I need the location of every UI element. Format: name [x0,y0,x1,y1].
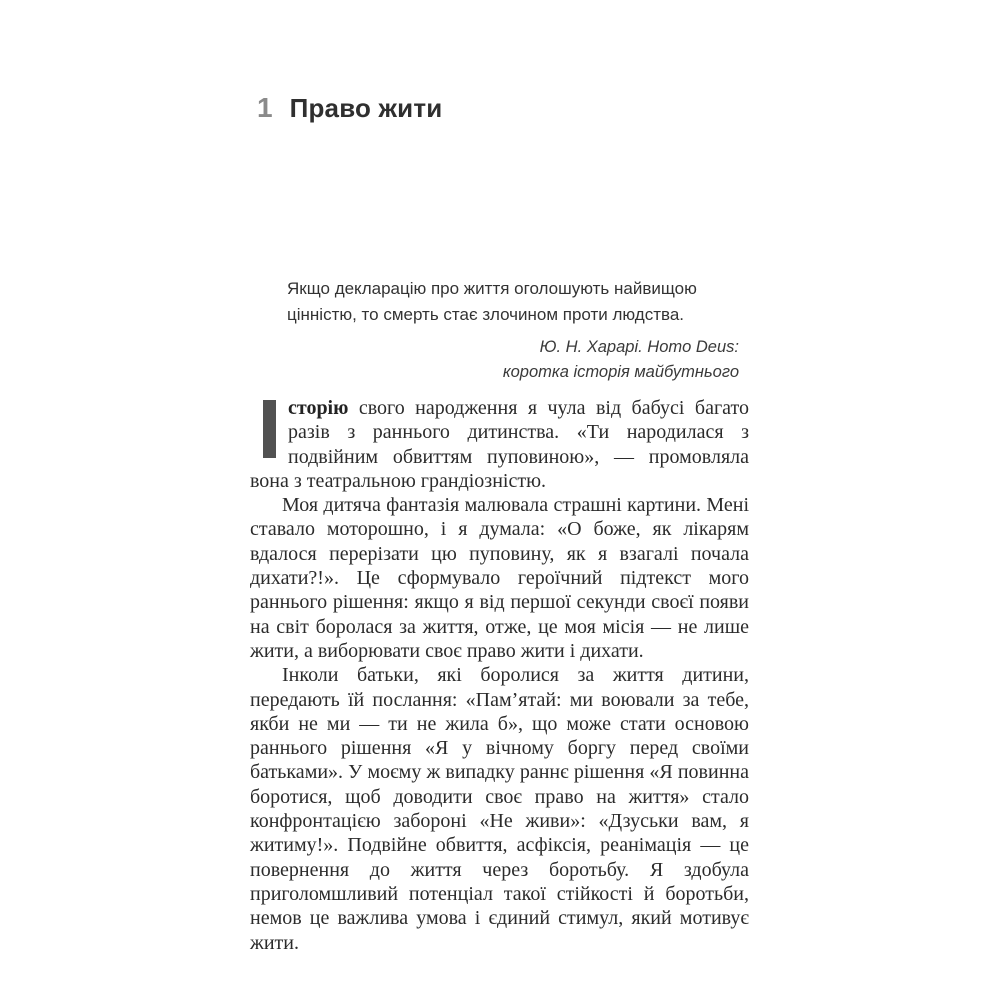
paragraph-2: Моя дитяча фантазія малювала страшні картини. Мені ставало моторошно, і я думала: «О боже, як лікарям вдалося перерізати цю пуповину, як я взагалі почала дихати?!». Це сформувало героїчний підтекст мого раннього рішення: якщо я від першої секунди своєї появи на світ боролася за життя, отже, це моя місія — не лише жити, а виборювати своє право жити і дихати. [250,494,749,662]
epigraph-attribution-line2: коротка історія майбутнього [502,363,739,381]
paragraph-1-text: свого народження я чула від бабусі багато разів з раннього дитинства. «Ти народилася з подвійним обвиттям пуповиною», — промовляла вона з театральною грандіозністю. [250,397,749,492]
drop-cap-letter [263,400,276,458]
paragraph-1 [250,396,749,493]
chapter-title: Право жити [289,93,443,123]
epigraph-attribution [287,335,739,385]
epigraph-text: Якщо декларацію про життя оголошують найвищою цінністю, то смерть стає злочином проти людства. [287,279,697,324]
paragraph-1-lead-word: сторію [288,397,349,419]
epigraph [287,276,739,385]
chapter-body [250,396,749,955]
chapter-heading [257,92,443,124]
epigraph-attribution-line1: Ю. Н. Харарі. Homo Deus: [539,338,739,356]
paragraph-3: Інколи батьки, які боролися за життя дитини, передають їй послання: «Пам’ятай: ми воювали за тебе, якби не ми — ти не жила б», що може стати основою раннього рішення «Я у вічному боргу перед своїми батьками». У моєму ж випадку раннє рішення «Я повинна боротися, щоб доводити своє право на життя» стало конфронтацією забороні «Не живи»: «Дзуськи вам, я житиму!». Подвійне обвиття, асфіксія, реанімація — це повернення до життя через боротьбу. Я здобула приголомшливий потенціал такої стійкості й боротьби, немов це важлива умова і єдиний стимул, який мотивує жити. [250,664,749,954]
chapter-number: 1 [257,92,273,123]
